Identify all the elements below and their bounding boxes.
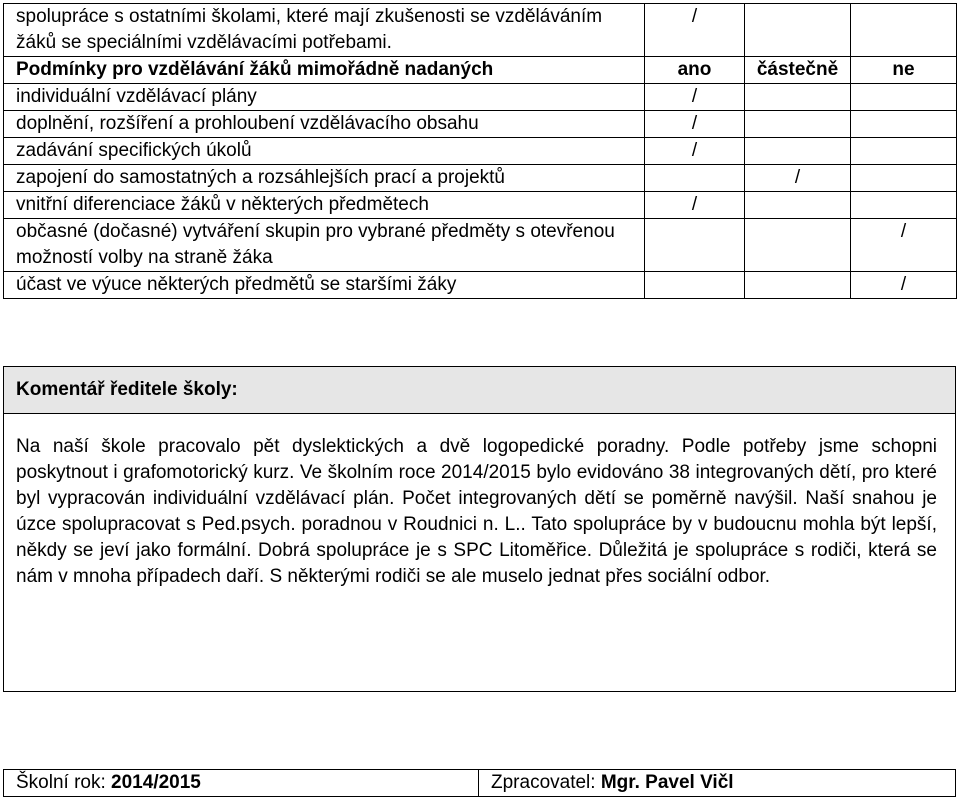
column-header-castecne: částečně — [745, 57, 851, 84]
mark-castecne — [745, 4, 851, 57]
mark-ano — [645, 165, 745, 192]
table-row — [4, 138, 957, 165]
mark-ano: / — [645, 111, 745, 138]
mark-castecne — [745, 192, 851, 219]
comment-text: Na naší škole pracovalo pět dyslektických a dvě logopedické poradny. Podle potřeby jsme schopni poskytnout i grafomotorický kurz. Ve školním roce 2014/2015 bylo evidováno 38 integrovaných dětí, pro které byl vypracován individuální vzdělávací plán. Počet integrovaných dětí se poměrně navýšil. Naší snahou je úzce spolupracovat s Ped.psych. poradnou v Roudnici n. L.. Tato spolupráce by v budoucnu mohla být lepší, někdy se jeví jako formální. Dobrá spolupráce je s SPC Litoměřice. Důležitá je spolupráce s rodiči, která se nám v mnoha případech daří. S některými rodiči se ale muselo jednat přes sociální odbor. — [16, 436, 937, 587]
mark-castecne — [745, 272, 851, 299]
mark-castecne — [745, 84, 851, 111]
comment-title: Komentář ředitele školy: — [4, 367, 955, 414]
mark-ne — [851, 165, 957, 192]
mark-castecne — [745, 111, 851, 138]
row-label: zapojení do samostatných a rozsáhlejších prací a projektů — [4, 165, 645, 192]
school-year-cell — [4, 770, 479, 796]
table-row — [4, 84, 957, 111]
mark-ano: / — [645, 192, 745, 219]
mark-ano: / — [645, 4, 745, 57]
mark-ne — [851, 192, 957, 219]
row-label: spolupráce s ostatními školami, které mají zkušenosti se vzděláváním žáků se speciálními vzdělávacími potřebami. — [4, 4, 645, 57]
school-year-label: Školní rok: — [16, 772, 112, 793]
mark-ne — [851, 138, 957, 165]
school-year-value: 2014/2015 — [111, 772, 201, 793]
mark-ano — [645, 272, 745, 299]
row-label: individuální vzdělávací plány — [4, 84, 645, 111]
author-cell — [479, 770, 734, 796]
footer-bar — [3, 769, 956, 797]
table-row — [4, 4, 957, 57]
comment-box — [3, 366, 956, 692]
table-row — [4, 219, 957, 272]
table-row — [4, 165, 957, 192]
mark-ne: / — [851, 272, 957, 299]
author-value: Mgr. Pavel Vičl — [600, 772, 734, 793]
mark-ne — [851, 84, 957, 111]
mark-castecne: / — [745, 165, 851, 192]
mark-castecne — [745, 219, 851, 272]
mark-ano — [645, 219, 745, 272]
section-header-row — [4, 57, 957, 84]
mark-ne — [851, 4, 957, 57]
table-row — [4, 192, 957, 219]
column-header-ano: ano — [645, 57, 745, 84]
mark-castecne — [745, 138, 851, 165]
mark-ano: / — [645, 138, 745, 165]
mark-ne — [851, 111, 957, 138]
row-label: občasné (dočasné) vytváření skupin pro vybrané předměty s otevřenou možností volby na straně žáka — [4, 219, 645, 272]
mark-ano: / — [645, 84, 745, 111]
row-label: doplnění, rozšíření a prohloubení vzdělávacího obsahu — [4, 111, 645, 138]
conditions-table — [3, 3, 957, 299]
section-title: Podmínky pro vzdělávání žáků mimořádně nadaných — [4, 57, 645, 84]
row-label: vnitřní diferenciace žáků v některých předmětech — [4, 192, 645, 219]
row-label: zadávání specifických úkolů — [4, 138, 645, 165]
row-label: účast ve výuce některých předmětů se staršími žáky — [4, 272, 645, 299]
column-header-ne: ne — [851, 57, 957, 84]
table-row — [4, 272, 957, 299]
mark-ne: / — [851, 219, 957, 272]
author-label: Zpracovatel: — [491, 772, 601, 793]
table-row — [4, 111, 957, 138]
